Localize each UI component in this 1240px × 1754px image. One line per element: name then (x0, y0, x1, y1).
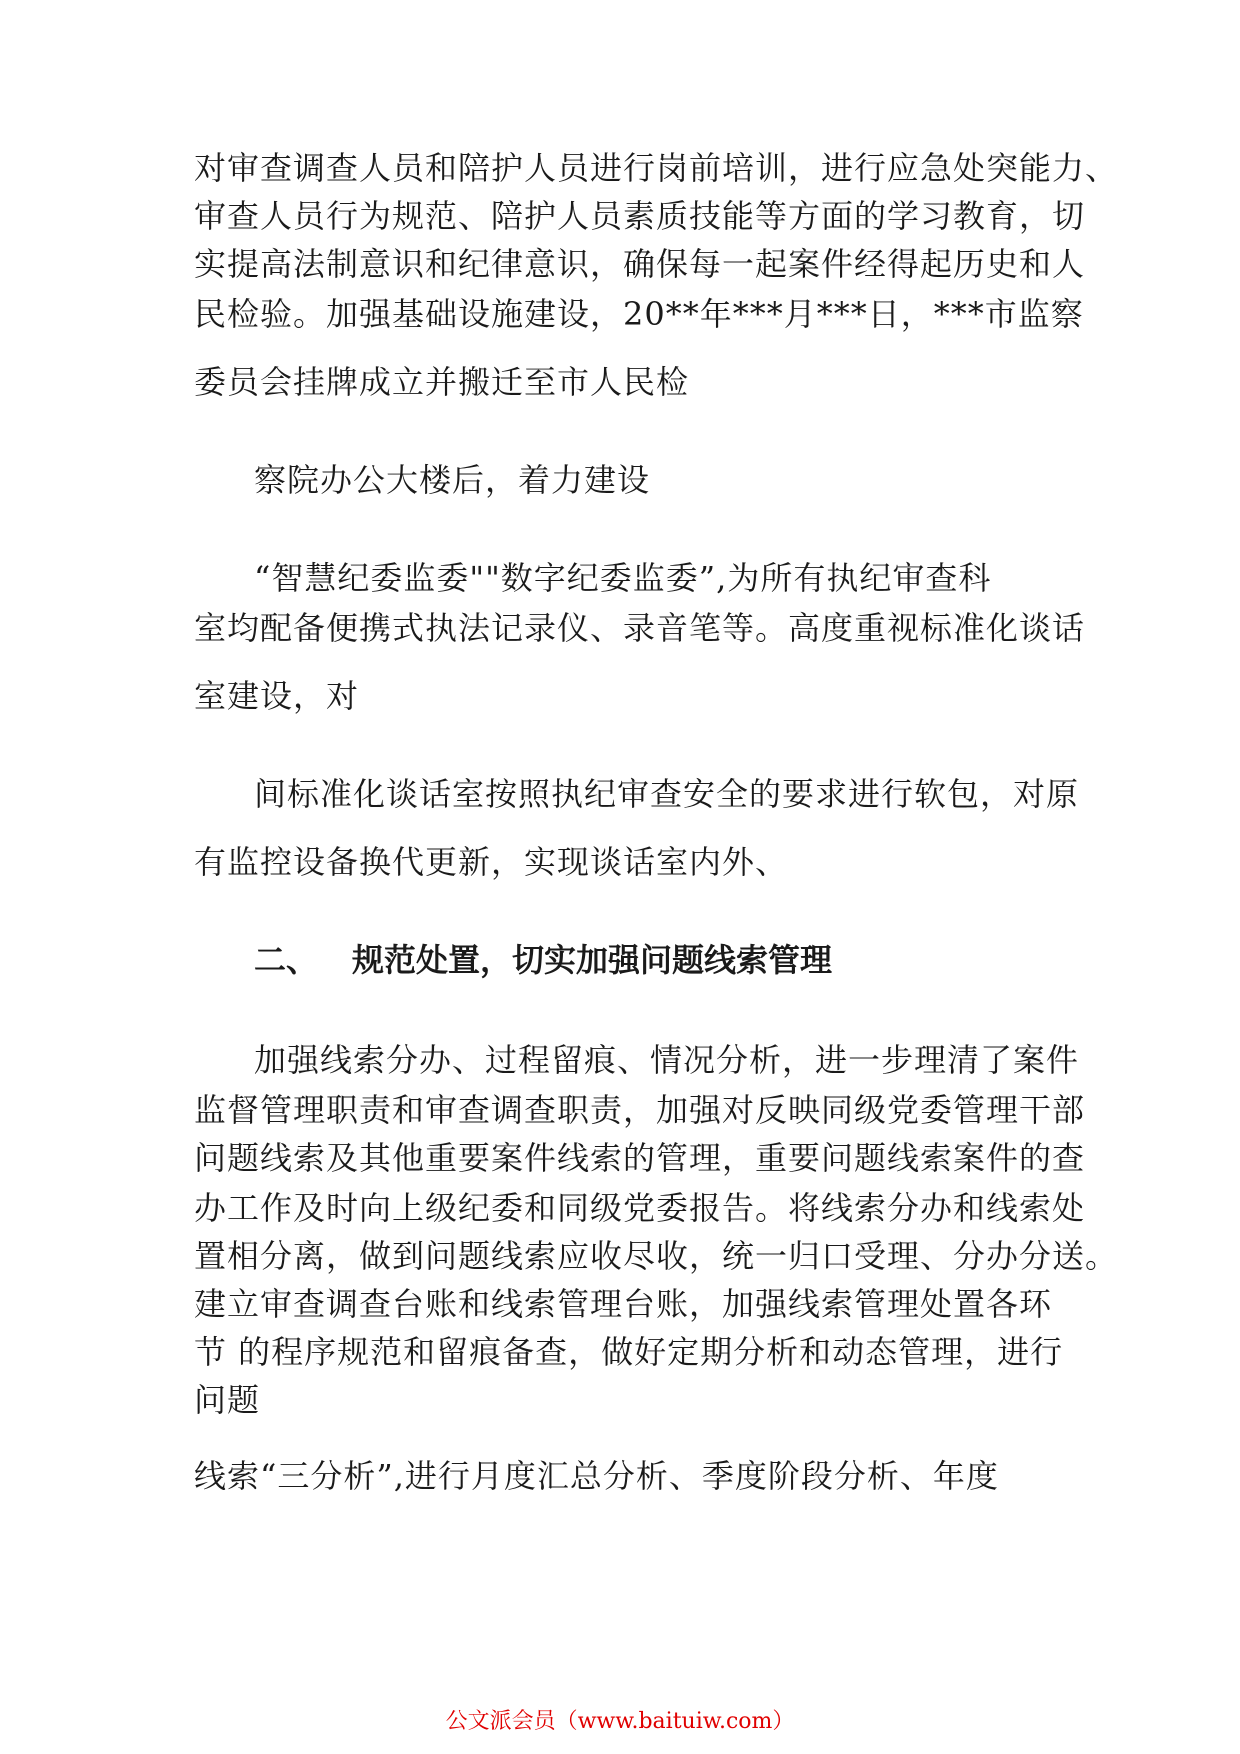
text-line: 察院办公大楼后，着力建设 (254, 461, 651, 499)
text-line: 问题 (194, 1381, 261, 1419)
text-line: 实提高法制意识和纪律意识，确保每一起案件经得起历史和人 (194, 245, 1086, 283)
text-line: 置相分离，做到问题线索应收尽收，统一归口受理、分办分送。 (194, 1237, 1119, 1275)
text-line: 建立审查调查台账和线索管理台账，加强线索管理处置各环 (194, 1285, 1053, 1323)
text-line: 线索“三分析”,进行月度汇总分析、季度阶段分析、年度 (194, 1457, 999, 1495)
text-line: 对审查调查人员和陪护人员进行岗前培训，进行应急处突能力、 (194, 149, 1119, 187)
text-line: 加强线索分办、过程留痕、情况分析，进一步理清了案件 (254, 1041, 1080, 1079)
text-line: 节 的程序规范和留痕备查，做好定期分析和动态管理，进行 (194, 1333, 1064, 1371)
text-line: 室均配备便携式执法记录仪、录音笔等。高度重视标准化谈话 (194, 609, 1086, 647)
text-line: 审查人员行为规范、陪护人员素质技能等方面的学习教育，切 (194, 197, 1086, 235)
text-line: 间标准化谈话室按照执纪审查安全的要求进行软包，对原 (254, 775, 1080, 813)
text-line: 有监控设备换代更新，实现谈话室内外、 (194, 843, 789, 881)
text-line: 委员会挂牌成立并搬迁至市人民检 (194, 363, 690, 401)
section-heading (254, 940, 832, 980)
text-line: 问题线索及其他重要案件线索的管理，重要问题线索案件的查 (194, 1139, 1086, 1177)
text-line: 监督管理职责和审查调查职责，加强对反映同级党委管理干部 (194, 1091, 1086, 1129)
text-line: 民检验。加强基础设施建设，20**年***月***日，***市监察 (194, 295, 1084, 333)
text-line: 室建设，对 (194, 677, 360, 715)
section-title: 规范处置，切实加强问题线索管理 (352, 941, 833, 979)
footer-link[interactable]: 公文派会员（www.baituiw.com） (445, 1709, 795, 1734)
text-line: 办工作及时向上级纪委和同级党委报告。将线索分办和线索处 (194, 1189, 1086, 1227)
section-number: 二、 (254, 941, 319, 979)
text-line: “智慧纪委监委""数字纪委监委”,为所有执纪审查科 (254, 559, 992, 597)
